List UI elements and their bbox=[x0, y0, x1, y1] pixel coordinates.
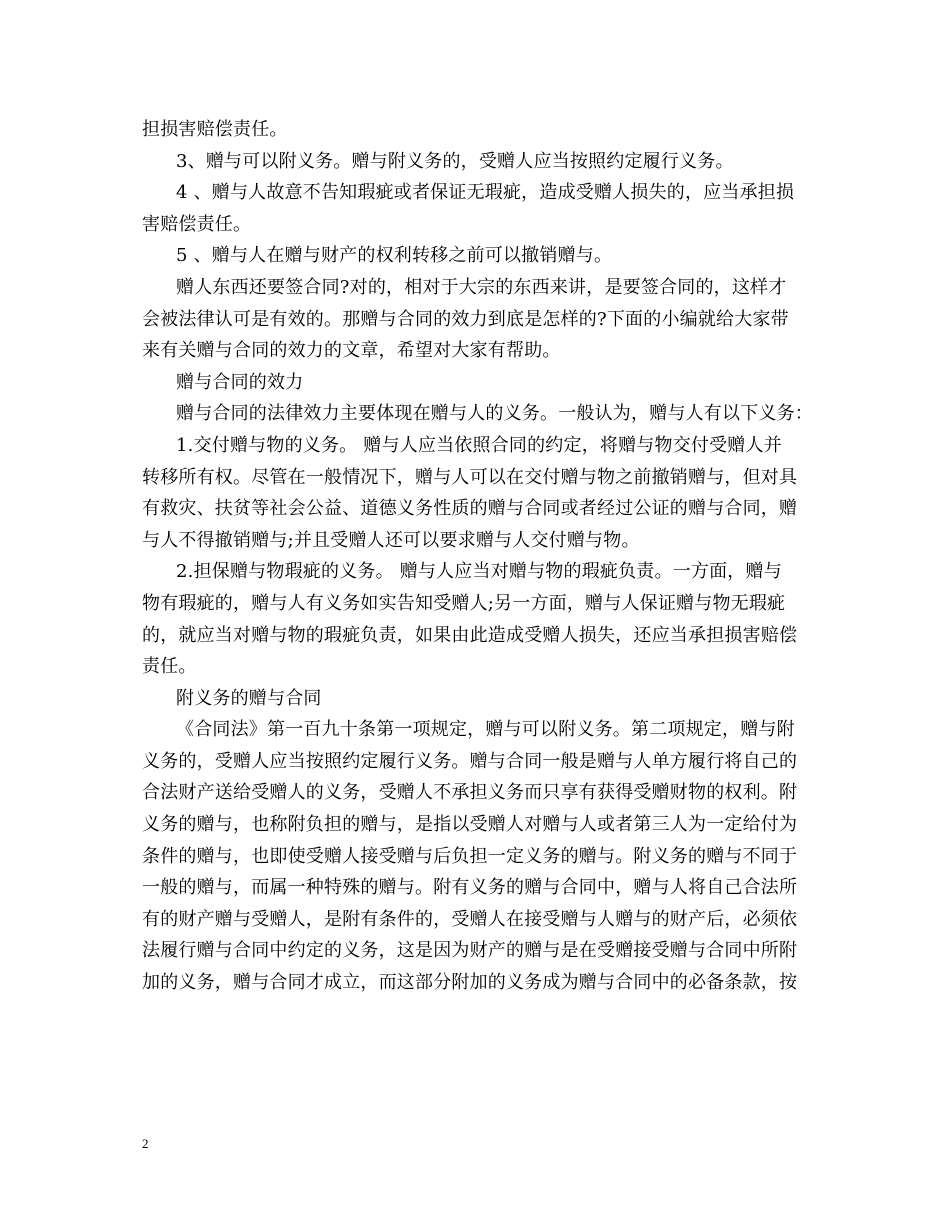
text-line: 义务的赠与，也称附负担的赠与，是指以受赠人对赠与人或者第三人为一定给付为 bbox=[142, 814, 798, 836]
text-line: 来有关赠与合同的效力的文章，希望对大家有帮助。 bbox=[142, 340, 561, 362]
text-line: 赠人东西还要签合同?对的，相对于大宗的东西来讲，是要签合同的，这样才 bbox=[176, 276, 787, 298]
document-body bbox=[142, 114, 813, 999]
text-line: 有救灾、扶贫等社会公益、道德义务性质的赠与合同或者经过公证的赠与合同，赠 bbox=[142, 498, 798, 520]
text-line: 害赔偿责任。 bbox=[142, 213, 252, 235]
text-line: 2.担保赠与物瑕疵的义务。 赠与人应当对赠与物的瑕疵负责。一方面，赠与 bbox=[176, 561, 782, 583]
text-line: 转移所有权。尽管在一般情况下，赠与人可以在交付赠与物之前撤销赠与，但对具 bbox=[142, 466, 798, 488]
text-line: 赠与合同的法律效力主要体现在赠与人的义务。一般认为，赠与人有以下义务： bbox=[176, 403, 813, 425]
text-line: 的，就应当对赠与物的瑕疵负责，如果由此造成受赠人损失，还应当承担损害赔偿 bbox=[142, 624, 798, 646]
text-line: 赠与合同的效力 bbox=[176, 371, 304, 393]
text-line: 责任。 bbox=[142, 656, 197, 678]
text-line: 条件的赠与，也即使受赠人接受赠与后负担一定义务的赠与。附义务的赠与不同于 bbox=[142, 845, 798, 867]
text-line: 3、赠与可以附义务。赠与附义务的，受赠人应当按照约定履行义务。 bbox=[176, 150, 734, 172]
text-line: 4 、赠与人故意不告知瑕疵或者保证无瑕疵，造成受赠人损失的，应当承担损 bbox=[176, 182, 795, 204]
text-line: 5 、赠与人在赠与财产的权利转移之前可以撤销赠与。 bbox=[176, 245, 613, 267]
text-line: 合法财产送给受赠人的义务，受赠人不承担义务而只享有获得受赠财物的权利。附 bbox=[142, 782, 798, 804]
text-line: 义务的，受赠人应当按照约定履行义务。赠与合同一般是赠与人单方履行将自己的 bbox=[142, 750, 798, 772]
text-line: 附义务的赠与合同 bbox=[176, 687, 322, 709]
text-line: 担损害赔偿责任。 bbox=[142, 119, 288, 140]
text-line: 加的义务，赠与合同才成立，而这部分附加的义务成为赠与合同中的必备条款，按 bbox=[142, 972, 798, 994]
text-line: 与人不得撤销赠与;并且受赠人还可以要求赠与人交付赠与物。 bbox=[142, 529, 640, 551]
text-line: 1.交付赠与物的义务。 赠与人应当依照合同的约定，将赠与物交付受赠人并 bbox=[176, 434, 782, 456]
text-line: 会被法律认可是有效的。那赠与合同的效力到底是怎样的?下面的小编就给大家带 bbox=[142, 308, 789, 330]
text-line: 一般的赠与，而属一种特殊的赠与。附有义务的赠与合同中，赠与人将自己合法所 bbox=[142, 877, 798, 899]
text-line: 物有瑕疵的，赠与人有义务如实告知受赠人;另一方面，赠与人保证赠与物无瑕疵 bbox=[142, 592, 786, 614]
text-line: 《合同法》第一百九十条第一项规定，赠与可以附义务。第二项规定，赠与附 bbox=[176, 719, 795, 741]
page-number: 2 bbox=[142, 1136, 149, 1151]
text-line: 法履行赠与合同中约定的义务，这是因为财产的赠与是在受赠接受赠与合同中所附 bbox=[142, 940, 798, 962]
text-line: 有的财产赠与受赠人，是附有条件的，受赠人在接受赠与人赠与的财产后，必须依 bbox=[142, 908, 798, 930]
